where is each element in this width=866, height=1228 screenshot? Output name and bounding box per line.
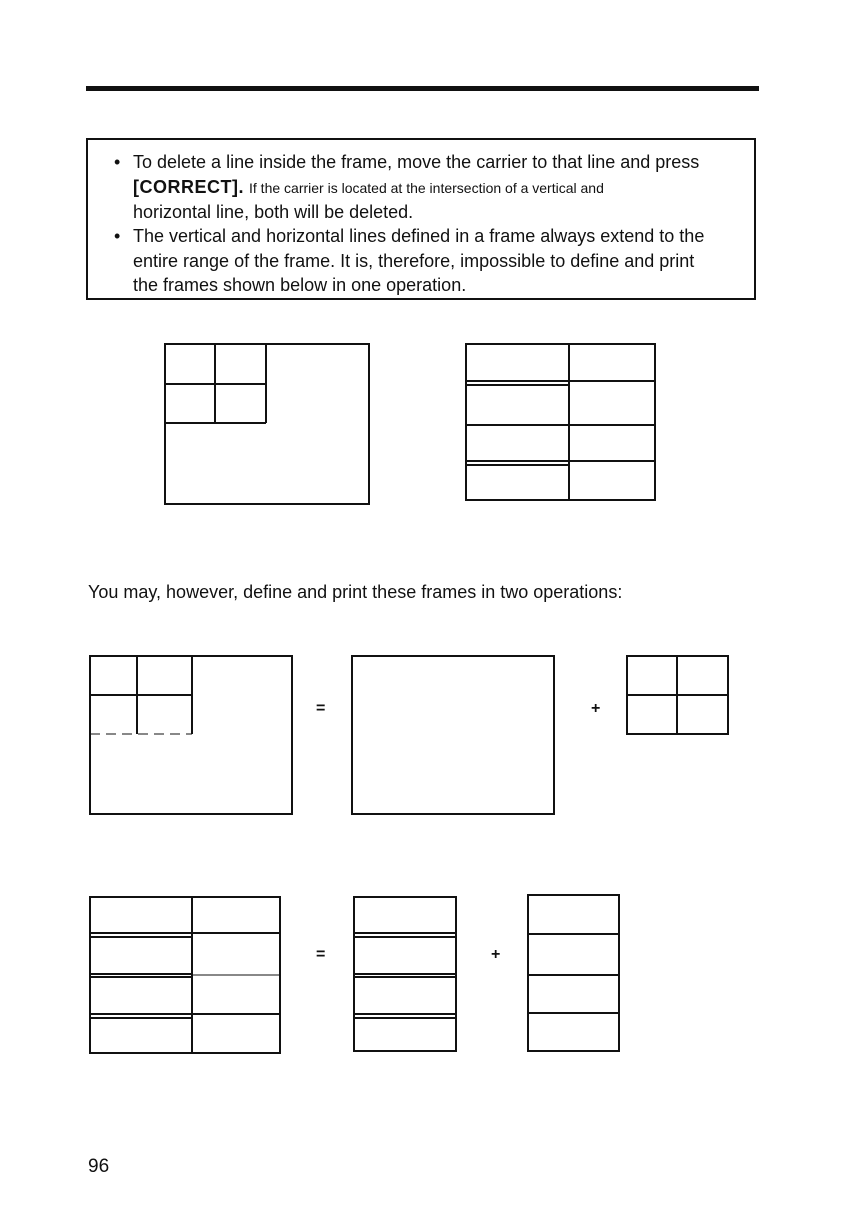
caption-text: You may, however, define and print these frames in two operations: [88, 582, 623, 602]
note-bullet-2-line-1: The vertical and horizontal lines defined in a frame always extend to the [133, 226, 705, 246]
frame-diagram-combined-2 [90, 897, 280, 1053]
correct-key-label: [CORRECT]. [133, 176, 244, 197]
plus-sign: + [591, 700, 601, 717]
frame-diagram-b [466, 344, 655, 500]
frame-diagram-single-lines-2 [528, 895, 619, 1051]
note-bullet-2-line-2: entire range of the frame. It is, therefore, impossible to define and print [133, 250, 695, 271]
note-bullet-2-line-3: the frames shown below in one operation. [133, 275, 467, 295]
plus-sign: + [491, 946, 501, 963]
equals-sign: = [316, 946, 326, 963]
frame-diagram-grid-1 [627, 656, 728, 734]
note-bullet-1-line-1: To delete a line inside the frame, move the carrier to that line and press [133, 152, 700, 172]
frame-diagram-a [165, 344, 369, 504]
note-bullet-1-line-3: horizontal line, both will be deleted. [133, 202, 414, 222]
frame-diagram-double-lines-2 [354, 897, 456, 1051]
page-number: 96 [88, 1156, 110, 1177]
equals-sign: = [316, 700, 326, 717]
note-bullet-1-line-2-rest: If the carrier is located at the intersection of a vertical and [249, 179, 604, 196]
frame-diagram-combined-1 [90, 656, 292, 814]
bullet-marker: • [114, 152, 121, 172]
bullet-marker: • [114, 226, 121, 246]
frame-diagram-outer-1 [352, 656, 554, 814]
